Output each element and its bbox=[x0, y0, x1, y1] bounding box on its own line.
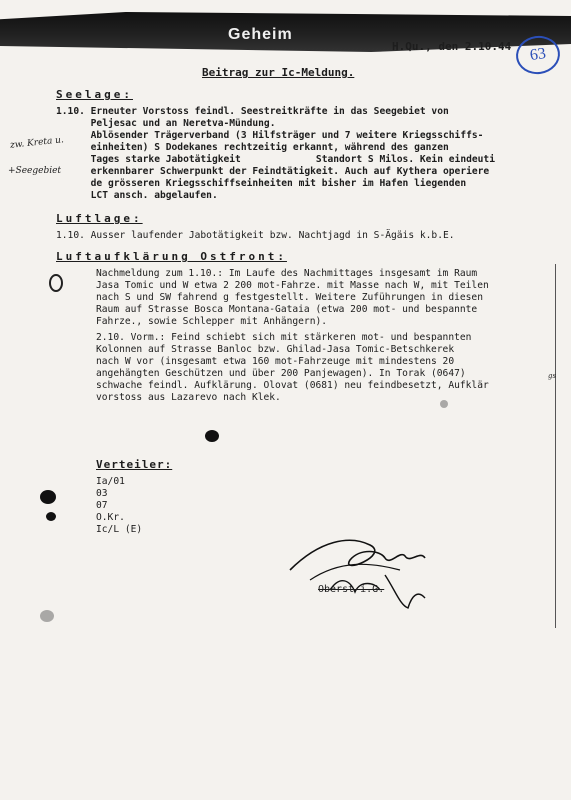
report-line: nach W vor (insgesamt etwa 160 mot-Fahrzeuge mit mindestens 20 bbox=[96, 356, 455, 367]
verteiler-item: Ic/L (E) bbox=[96, 524, 143, 535]
smudge-mark bbox=[40, 610, 54, 622]
report-line: angehängten Geschützen und über 200 Panjewagen). In Torak (0647) bbox=[96, 368, 466, 379]
report-line: vorstoss aus Lazarevo nach Klek. bbox=[96, 392, 281, 403]
seelage-line: Tages starke Jabotätigkeit Standort S Milos. Kein eindeuti bbox=[56, 154, 495, 165]
report-line: Jasa Tomic und W etwa 2 200 mot-Fahrze. mit Masse nach W, mit Teilen bbox=[96, 280, 489, 291]
seelage-line: LCT ansch. abgelaufen. bbox=[56, 190, 218, 201]
seelage-heading: Seelage: bbox=[56, 88, 133, 101]
luftlage-heading: Luftlage: bbox=[56, 212, 143, 225]
right-margin-rule bbox=[555, 264, 556, 628]
report-line: Raum auf Strasse Bosca Montana-Gataia (etwa 200 mot- und bespannte bbox=[96, 304, 478, 315]
document-title: Beitrag zur Ic-Meldung. bbox=[202, 66, 355, 79]
margin-note: zw. Kreta u. bbox=[9, 135, 65, 151]
ink-blot bbox=[46, 512, 56, 521]
ink-blot bbox=[205, 430, 219, 442]
ink-blot bbox=[40, 490, 56, 504]
verteiler-item: 07 bbox=[96, 500, 108, 511]
luftlage-line: 1.10. Ausser laufender Jabotätigkeit bzw. Nachtjagd in S-Ägäis k.b.E. bbox=[56, 230, 455, 241]
smudge-mark bbox=[440, 400, 448, 408]
verteiler-item: O.Kr. bbox=[96, 512, 125, 523]
margin-annotation: gs bbox=[548, 372, 557, 380]
luftaufklaerung-heading: Luftaufklärung Ostfront: bbox=[56, 250, 287, 263]
verteiler-heading: Verteiler: bbox=[96, 458, 173, 471]
seelage-line: einheiten) S Dodekanes rechtzeitig erkannt, während des ganzen bbox=[56, 142, 449, 153]
report-line: schwache feindl. Aufklärung. Olovat (0681) neu feindbesetzt, Aufklär bbox=[96, 380, 489, 391]
seelage-line: de grösseren Kriegsschiffseinheiten mit bisher im Hafen liegenden bbox=[56, 178, 467, 189]
seelage-line: 1.10. Erneuter Vorstoss feindl. Seestreitkräfte in das Seegebiet von bbox=[56, 106, 449, 117]
seelage-line: Ablösender Trägerverband (3 Hilfsträger und 7 weitere Kriegsschiffs- bbox=[56, 130, 484, 141]
seelage-line: Peljesac und an Neretva-Mündung. bbox=[56, 118, 276, 129]
classification-label: Geheim bbox=[228, 26, 293, 43]
punch-hole-mark bbox=[49, 274, 63, 292]
report-line: Kolonnen auf Strasse Banloc bzw. Ghilad-Jasa Tomic-Betschkerek bbox=[96, 344, 455, 355]
report-line: 2.10. Vorm.: Feind schiebt sich mit stärkeren mot- und bespannten bbox=[96, 332, 472, 343]
seelage-line: erkennbarer Schwerpunkt der Feindtätigkeit. Auch auf Kythera operiere bbox=[56, 166, 490, 177]
verteiler-item: 03 bbox=[96, 488, 108, 499]
place-date: H.Qu., den 2.10.44 bbox=[392, 40, 512, 53]
verteiler-item: Ia/01 bbox=[96, 476, 125, 487]
margin-note: +Seegebiet bbox=[8, 166, 62, 176]
report-line: nach S und SW fahrend g festgestellt. Weitere Zuführungen in diesen bbox=[96, 292, 483, 303]
signature-title: Oberst i.G. bbox=[318, 584, 385, 595]
page-number: 63 bbox=[528, 44, 548, 65]
handwritten-signature bbox=[280, 520, 470, 610]
report-line: Fahrze., sowie Schlepper mit Anhängern). bbox=[96, 316, 328, 327]
report-line: Nachmeldung zum 1.10.: Im Laufe des Nachmittages insgesamt im Raum bbox=[96, 268, 478, 279]
